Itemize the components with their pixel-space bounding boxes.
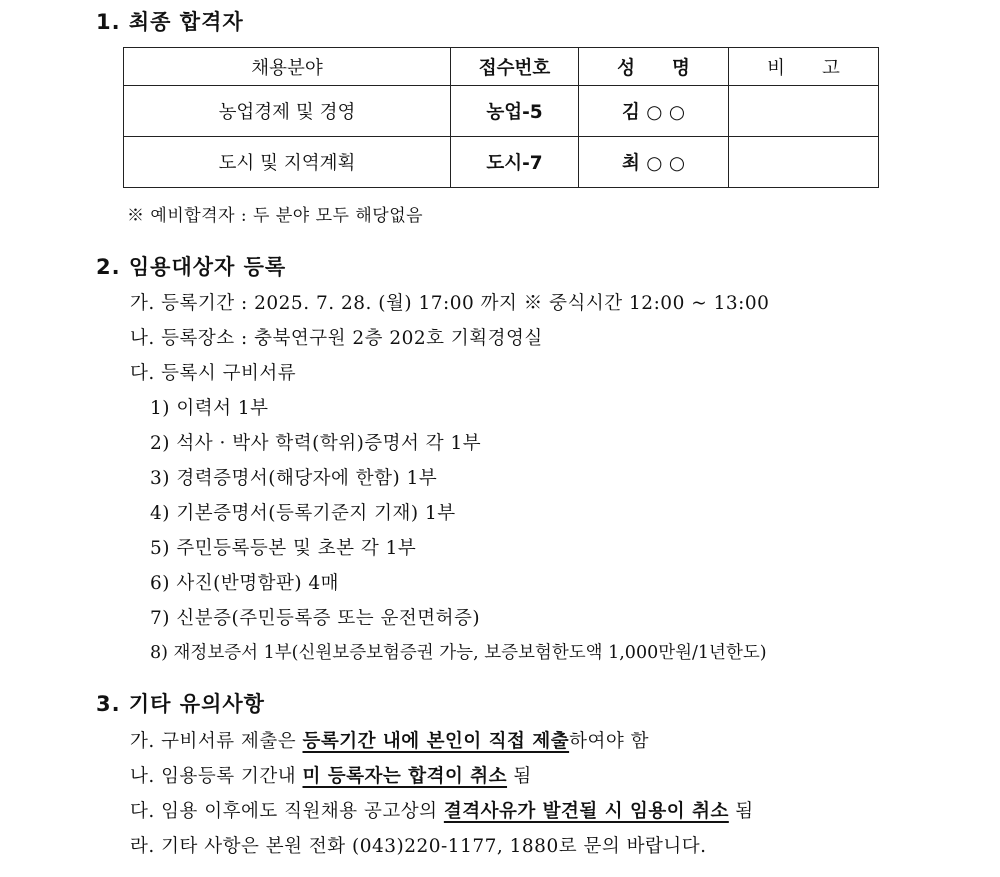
doc-item: 5) 주민등록등본 및 초본 각 1부 (150, 538, 417, 559)
doc-item: 1) 이력서 1부 (150, 398, 269, 419)
section-2-title: 2. 임용대상자 등록 (96, 255, 287, 279)
cell-number: 도시-7 (451, 137, 579, 188)
doc-item: 7) 신분증(주민등록증 또는 운전면허증) (150, 608, 481, 629)
doc-item: 6) 사진(반명함판) 4매 (150, 573, 340, 594)
table-header-row (124, 48, 879, 86)
notice-text: 나. 임용등록 기간내 (130, 766, 303, 787)
notice-emphasis: 등록기간 내에 본인이 직접 제출 (302, 731, 570, 752)
header-field: 채용분야 (124, 48, 451, 86)
doc-item: 4) 기본증명서(등록기준지 기재) 1부 (150, 503, 456, 524)
header-name: 성 명 (579, 48, 729, 86)
notice-text: 하여야 함 (569, 731, 649, 752)
cell-number: 농업-5 (451, 86, 579, 137)
registration-period: 가. 등록기간 : 2025. 7. 28. (월) 17:00 까지 ※ 중식시간 12:00 ~ 13:00 (130, 293, 770, 314)
cell-field: 농업경제 및 경영 (124, 86, 451, 137)
doc-item: 3) 경력증명서(해당자에 한함) 1부 (150, 468, 438, 489)
cell-note (729, 137, 879, 188)
cell-name: 최 ○ ○ (579, 137, 729, 188)
section-1-title: 1. 최종 합격자 (96, 10, 244, 34)
notice-ra: 라. 기타 사항은 본원 전화 (043)220-1177, 1880로 문의 바랍니다. (130, 836, 707, 857)
header-number: 접수번호 (451, 48, 579, 86)
notice-da (130, 797, 754, 823)
notice-emphasis: 결격사유가 발견될 시 임용이 취소 (443, 801, 729, 822)
notice-text: 다. 임용 이후에도 직원채용 공고상의 (130, 801, 444, 822)
notice-emphasis: 미 등록자는 합격이 취소 (302, 766, 508, 787)
table-row (124, 86, 879, 137)
section-3-title: 3. 기타 유의사항 (96, 692, 265, 716)
reserve-note: ※ 예비합격자 : 두 분야 모두 해당없음 (127, 206, 424, 226)
registration-place: 나. 등록장소 : 충북연구원 2층 202호 기획경영실 (130, 328, 543, 349)
header-note: 비 고 (729, 48, 879, 86)
required-docs-heading: 다. 등록시 구비서류 (130, 363, 297, 384)
notice-text: 가. 구비서류 제출은 (130, 731, 303, 752)
notice-na (130, 762, 532, 788)
cell-field: 도시 및 지역계획 (124, 137, 451, 188)
table-row (124, 137, 879, 188)
cell-name: 김 ○ ○ (579, 86, 729, 137)
notice-text: 됨 (507, 766, 532, 787)
notice-ga (130, 727, 649, 753)
doc-item: 2) 석사 · 박사 학력(학위)증명서 각 1부 (150, 433, 482, 454)
notice-text: 됨 (728, 801, 754, 822)
cell-note (729, 86, 879, 137)
final-passers-table (123, 47, 879, 188)
doc-item: 8) 재정보증서 1부(신원보증보험증권 가능, 보증보험한도액 1,000만원/1년한도) (150, 643, 767, 663)
